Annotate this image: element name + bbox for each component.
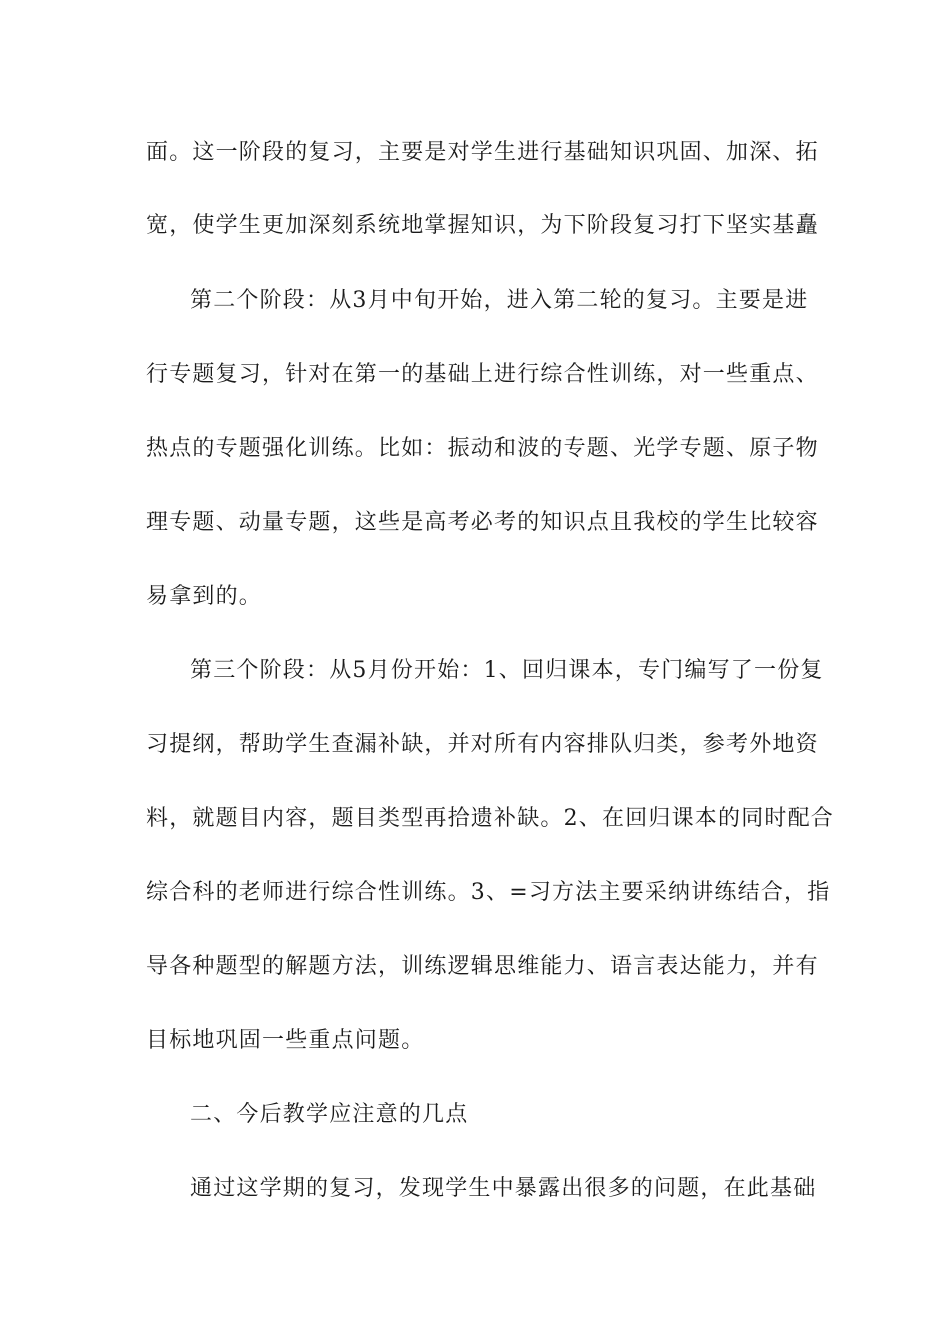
text-line-2: 宽，使学生更加深刻系统地掌握知识，为下阶段复习打下坚实基矗 — [146, 213, 819, 238]
text-line-7: 易拿到的。 — [146, 584, 263, 609]
text-line-15-paragraph-start: 通过这学期的复习，发现学生中暴露出很多的问题，在此基础 — [190, 1176, 817, 1201]
text-line-6: 理专题、动量专题，这些是高考必考的知识点且我校的学生比较容 — [146, 510, 819, 535]
text-line-12: 导各种题型的解题方法，训练逻辑思维能力、语言表达能力，并有 — [146, 954, 819, 979]
text-line-1: 面。这一阶段的复习，主要是对学生进行基础知识巩固、加深、拓 — [146, 140, 819, 165]
text-line-10: 料，就题目内容，题目类型再拾遗补缺。2、在回归课本的同时配合 — [146, 806, 834, 831]
text-line-3-paragraph-start: 第二个阶段：从3月中旬开始，进入第二轮的复习。主要是进 — [190, 288, 809, 313]
text-line-4: 行专题复习，针对在第一的基础上进行综合性训练，对一些重点、 — [146, 362, 819, 387]
text-line-11: 综合科的老师进行综合性训练。3、=习方法主要采纳讲练结合，指 — [146, 880, 831, 905]
text-line-13: 目标地巩固一些重点问题。 — [146, 1028, 425, 1053]
text-line-5: 热点的专题强化训练。比如：振动和波的专题、光学专题、原子物 — [146, 436, 819, 461]
section-heading: 二、今后教学应注意的几点 — [190, 1102, 469, 1127]
text-line-9: 习提纲，帮助学生查漏补缺，并对所有内容排队归类，参考外地资 — [146, 732, 819, 757]
text-line-8-paragraph-start: 第三个阶段：从5月份开始：1、回归课本，专门编写了一份复 — [190, 658, 824, 683]
